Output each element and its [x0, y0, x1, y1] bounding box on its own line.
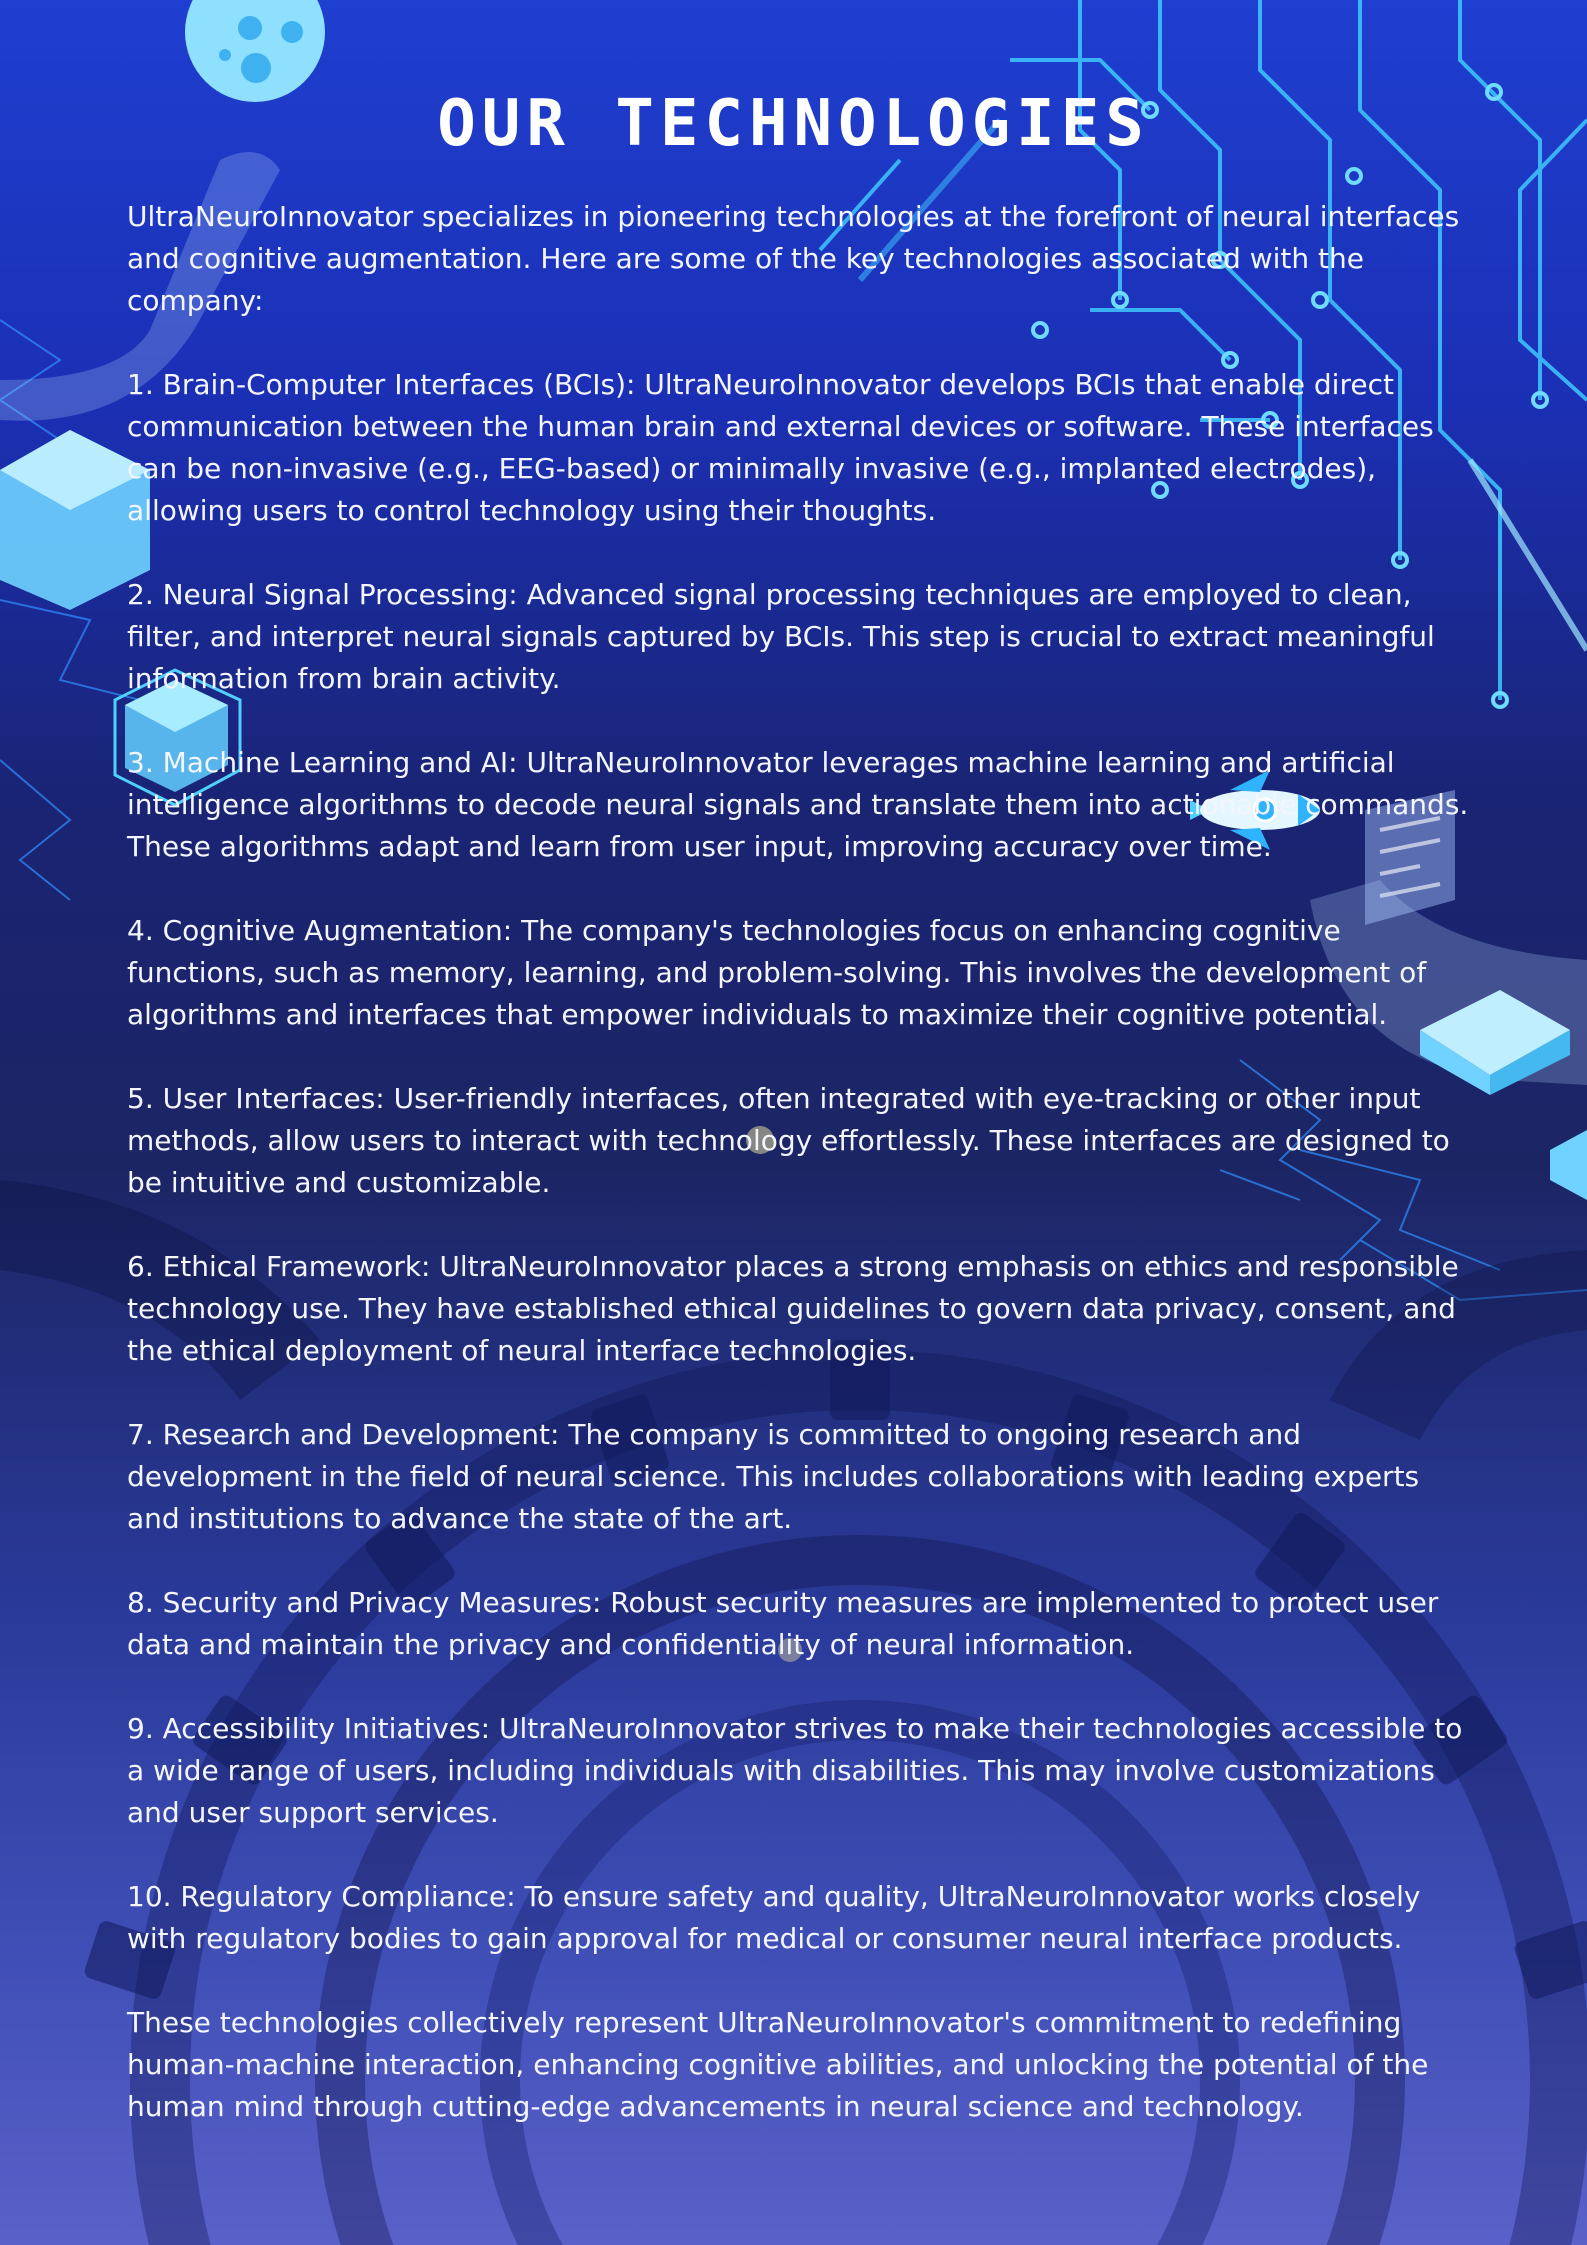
list-item: 10. Regulatory Compliance: To ensure safety and quality, UltraNeuroInnovator works closely with regulatory bodies to gain approval for medical or consumer neural interface products. — [127, 1880, 1421, 1955]
list-item: 1. Brain-Computer Interfaces (BCIs): UltraNeuroInnovator develops BCIs that enable direct communication between the human brain and external devices or software. These interfaces can be non-invasive (e.g., EEG-based) or minimally invasive (e.g., implanted electrodes), allowing users to control technology using their thoughts. — [127, 368, 1434, 527]
list-item: 7. Research and Development: The company is committed to ongoing research and development in the field of neural science. This includes collaborations with leading experts and institutions to advance the state of the art. — [127, 1418, 1420, 1535]
closing-paragraph: These technologies collectively represent UltraNeuroInnovator's commitment to redefining human-machine interaction, enhancing cognitive abilities, and unlocking the potential of the human mind through cutting-edge advancements in neural science and technology. — [127, 2006, 1429, 2123]
page-title: OUR TECHNOLOGIES — [437, 87, 1150, 161]
list-item: 4. Cognitive Augmentation: The company's technologies focus on enhancing cognitive functions, such as memory, learning, and problem-solving. This involves the development of algorithms and interfaces that empower individuals to maximize their cognitive potential. — [127, 914, 1427, 1031]
list-item: 5. User Interfaces: User-friendly interfaces, often integrated with eye-tracking or other input methods, allow users to interact with technology effortlessly. These interfaces are designed to be intuitive and customizable. — [127, 1082, 1450, 1199]
list-item: 8. Security and Privacy Measures: Robust security measures are implemented to protect user data and maintain the privacy and confidentiality of neural information. — [127, 1586, 1439, 1661]
body-text — [127, 196, 1477, 2170]
list-item: 6. Ethical Framework: UltraNeuroInnovator places a strong emphasis on ethics and responsible technology use. They have established ethical guidelines to govern data privacy, consent, and the ethical deployment of neural interface technologies. — [127, 1250, 1459, 1367]
list-item: 9. Accessibility Initiatives: UltraNeuroInnovator strives to make their technologies accessible to a wide range of users, including individuals with disabilities. This may involve customizations and user support services. — [127, 1712, 1463, 1829]
list-item: 2. Neural Signal Processing: Advanced signal processing techniques are employed to clean, filter, and interpret neural signals captured by BCIs. This step is crucial to extract meaningful information from brain activity. — [127, 578, 1435, 695]
intro-paragraph: UltraNeuroInnovator specializes in pioneering technologies at the forefront of neural interfaces and cognitive augmentation. Here are some of the key technologies associated with the company: — [127, 200, 1460, 317]
cube-icon — [1550, 1130, 1587, 1200]
list-item: 3. Machine Learning and AI: UltraNeuroInnovator leverages machine learning and artificial intelligence algorithms to decode neural signals and translate them into actionable commands. These algorithms adapt and learn from user input, improving accuracy over time. — [127, 746, 1469, 863]
planet-icon — [185, 0, 325, 102]
